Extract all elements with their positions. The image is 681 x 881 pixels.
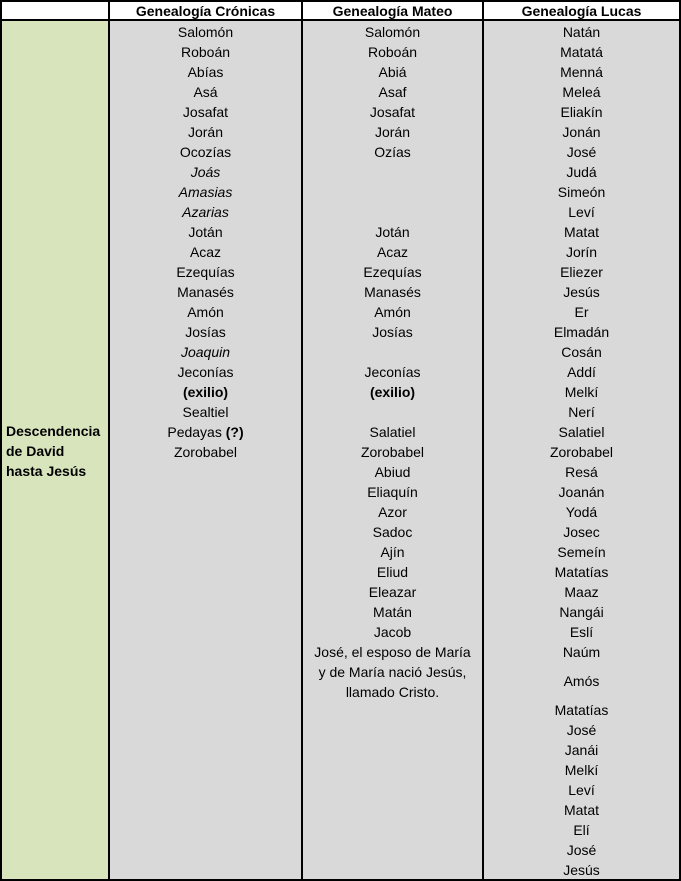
cronicas-entry: Jeconías <box>177 364 234 380</box>
lucas-entry: Jesús <box>563 284 600 300</box>
lucas-entry: Matatá <box>560 44 603 60</box>
header-mateo: Genealogía Mateo <box>303 0 484 21</box>
row-label-line: Descendencia <box>6 423 101 439</box>
lucas-entry: Eslí <box>569 624 594 640</box>
mateo-entry: Amón <box>374 304 411 320</box>
lucas-entry: Natán <box>562 24 601 40</box>
lucas-entry: Nerí <box>568 404 595 420</box>
mateo-entry: Acaz <box>376 244 409 260</box>
lucas-entry: José <box>566 722 597 738</box>
cronicas-entry: (exilio) <box>182 384 229 400</box>
mateo-final-line: José, el esposo de María <box>314 644 471 660</box>
header-cronicas: Genealogía Crónicas <box>110 0 303 21</box>
mateo-final-line: y de María nació Jesús, <box>318 664 467 680</box>
cronicas-entry: Jorán <box>187 124 224 140</box>
mateo-entry: Josafat <box>369 104 416 120</box>
lucas-entry: Yodá <box>565 504 598 520</box>
cronicas-entry <box>110 422 301 442</box>
cronicas-entry: Roboán <box>180 44 231 60</box>
lucas-entry: Zorobabel <box>549 444 614 460</box>
cronicas-entry: Amón <box>187 304 224 320</box>
lucas-entry: Salatiel <box>558 424 605 440</box>
mateo-entry: Salatiel <box>369 424 416 440</box>
mateo-entry: Sadoc <box>372 524 413 540</box>
mateo-entry: (exilio) <box>369 384 416 400</box>
cronicas-entry-name: Pedayas <box>167 424 222 440</box>
lucas-entry: Cosán <box>561 344 602 360</box>
lucas-entry: Jorín <box>565 244 598 260</box>
row-label-cell <box>0 21 110 881</box>
lucas-entry: Matat <box>563 224 599 240</box>
cronicas-entry: Ezequías <box>176 264 235 280</box>
lucas-entry: José <box>566 842 597 858</box>
cronicas-entry: Joás <box>190 164 221 180</box>
mateo-entry: Manasés <box>364 284 421 300</box>
mateo-entry: Azor <box>378 504 407 520</box>
lucas-entry: Addí <box>567 364 596 380</box>
mateo-entry: Abiá <box>378 64 407 80</box>
lucas-entry: Jesús <box>563 862 600 878</box>
mateo-entry: Jacob <box>373 624 412 640</box>
lucas-entry: Meleá <box>562 84 601 100</box>
lucas-entry: Simeón <box>557 184 606 200</box>
cronicas-entry: Josías <box>185 324 226 340</box>
lucas-entry: Joanán <box>558 484 605 500</box>
cronicas-entry-uncertain-mark: (?) <box>225 424 244 440</box>
lucas-entry: José <box>566 144 597 160</box>
mateo-entry: Jorán <box>374 124 411 140</box>
mateo-entry: Ezequías <box>363 264 422 280</box>
cronicas-entry: Abías <box>187 64 224 80</box>
mateo-entry: Asaf <box>378 84 407 100</box>
mateo-final-note <box>303 642 482 702</box>
lucas-entry: Melkí <box>564 384 599 400</box>
mateo-entry: Jeconías <box>364 364 421 380</box>
mateo-entry: Eleazar <box>368 584 417 600</box>
lucas-entry: Melkí <box>564 762 599 778</box>
lucas-entry: Eliezer <box>560 264 603 280</box>
mateo-entry: Abiud <box>374 464 411 480</box>
column-cronicas <box>110 21 303 881</box>
lucas-entry: Judá <box>566 164 597 180</box>
header-blank-cell <box>0 0 110 21</box>
lucas-entry: Leví <box>568 204 595 220</box>
cronicas-entry: Azarias <box>182 204 229 220</box>
lucas-entry: Jonán <box>562 124 601 140</box>
cronicas-entry: Amasias <box>178 184 233 200</box>
lucas-entry: Er <box>574 304 589 320</box>
lucas-entry: Amós <box>563 673 600 689</box>
mateo-entry: Eliaquín <box>367 484 418 500</box>
cronicas-entry: Manasés <box>177 284 234 300</box>
lucas-entry: Matatías <box>554 564 609 580</box>
mateo-entry: Roboán <box>367 44 418 60</box>
row-label-text <box>6 421 110 481</box>
lucas-entry: Eliakín <box>560 104 603 120</box>
cronicas-entry: Zorobabel <box>173 444 238 460</box>
cronicas-entry: Sealtiel <box>182 404 229 420</box>
row-label-line: de David <box>6 443 65 459</box>
mateo-entry: Matán <box>373 604 412 620</box>
mateo-entry: Salomón <box>364 24 421 40</box>
lucas-entry: Josec <box>563 524 600 540</box>
lucas-entry: Menná <box>560 64 603 80</box>
cronicas-entry: Jotán <box>188 224 223 240</box>
lucas-entry: Leví <box>568 782 595 798</box>
lucas-entry: Elmadán <box>553 324 610 340</box>
lucas-entry: Matatías <box>554 702 609 718</box>
column-mateo <box>303 21 484 881</box>
cronicas-entry: Asá <box>193 84 218 100</box>
lucas-entry: Semeín <box>557 544 606 560</box>
mateo-final-line: llamado Cristo. <box>345 684 440 700</box>
mateo-entry: Jotán <box>375 224 410 240</box>
cronicas-entry: Salomón <box>177 24 234 40</box>
row-label-line: hasta Jesús <box>6 463 87 479</box>
mateo-entry: Eliud <box>376 564 409 580</box>
lucas-entry: Janái <box>564 742 599 758</box>
lucas-entry: Elí <box>573 822 590 838</box>
mateo-entry: Ozías <box>374 144 411 160</box>
cronicas-entry: Josafat <box>182 104 229 120</box>
cronicas-entry: Joaquin <box>180 344 231 360</box>
mateo-entry: Josías <box>372 324 413 340</box>
header-lucas: Genealogía Lucas <box>484 0 681 21</box>
mateo-entry: Ajín <box>380 544 405 560</box>
cronicas-entry: Ocozías <box>179 144 232 160</box>
lucas-entry: Matat <box>563 802 599 818</box>
lucas-entry: Naúm <box>562 644 601 660</box>
mateo-entry: Zorobabel <box>360 444 425 460</box>
lucas-entry: Maaz <box>564 584 599 600</box>
lucas-entry: Nangái <box>559 604 604 620</box>
lucas-entry: Resá <box>565 464 598 480</box>
cronicas-entry: Acaz <box>189 244 222 260</box>
column-lucas <box>484 21 681 881</box>
